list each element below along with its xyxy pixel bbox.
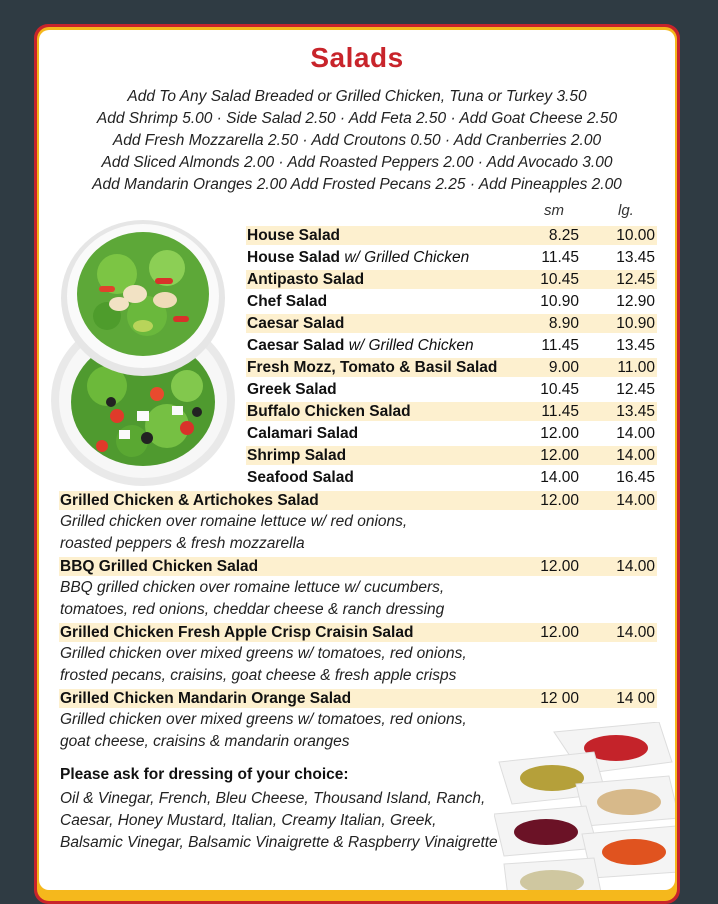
salad-row	[246, 424, 657, 443]
dressing-title: Please ask for dressing of your choice:	[60, 766, 349, 783]
salad-name-text: House Salad	[247, 249, 341, 266]
salad-row	[246, 226, 657, 245]
salad-name-text: Greek Salad	[247, 381, 337, 398]
price-lg: 11.00	[617, 359, 655, 376]
dressing-line: Balsamic Vinegar, Balsamic Vinaigrette & Raspberry Vinaigrette	[60, 834, 498, 851]
salad-row	[246, 314, 657, 333]
price-lg: 12.90	[616, 293, 655, 310]
dressing-line: Oil & Vinegar, French, Bleu Cheese, Thousand Island, Ranch,	[60, 790, 486, 807]
salad-row	[246, 292, 657, 311]
price-lg: 14 00	[616, 690, 655, 707]
salad-name-text: Chef Salad	[247, 293, 328, 310]
price-sm: 12.00	[540, 624, 579, 641]
salad-row	[246, 380, 657, 399]
salad-name-text: House Salad	[247, 227, 341, 244]
salad-name	[247, 226, 340, 245]
price-sm: 10.45	[540, 271, 579, 288]
price-lg: 16.45	[616, 469, 655, 486]
salad-name-text: Shrimp Salad	[247, 447, 347, 464]
special-row	[59, 557, 657, 576]
page-title: Salads	[310, 42, 404, 73]
price-sm: 11.45	[541, 249, 579, 266]
menu-card	[39, 30, 675, 890]
salad-row	[246, 336, 657, 355]
salad-name	[247, 402, 411, 421]
price-lg: 14.00	[616, 492, 655, 509]
price-lg: 13.45	[616, 249, 655, 266]
price-sm: 8.25	[548, 227, 579, 244]
salad-name	[247, 446, 346, 465]
salad-extra: w/ Grilled Chicken	[348, 337, 474, 354]
price-sm: 8.90	[548, 315, 579, 332]
salad-name	[247, 292, 327, 311]
salad-row	[246, 446, 657, 465]
salad-row	[246, 402, 657, 421]
price-lg: 12.45	[616, 381, 655, 398]
price-sm: 9.00	[548, 359, 579, 376]
salad-row	[246, 468, 657, 487]
salad-name-text: Seafood Salad	[247, 469, 354, 486]
addon-line: Add Shrimp 5.00 · Side Salad 2.50 · Add Feta 2.50 · Add Goat Cheese 2.50	[96, 110, 618, 127]
price-lg: 10.00	[616, 227, 655, 244]
addon-line: Add Sliced Almonds 2.00 · Add Roasted Peppers 2.00 · Add Avocado 3.00	[101, 154, 613, 171]
special-name: Grilled Chicken & Artichokes Salad	[60, 492, 319, 509]
special-description: Grilled chicken over mixed greens w/ tomatoes, red onions,	[60, 711, 467, 728]
special-row	[59, 623, 657, 642]
salad-bowls-image	[47, 216, 247, 488]
price-sm: 11.45	[541, 403, 579, 420]
price-lg: 14.00	[616, 558, 655, 575]
price-sm: 10.45	[540, 381, 579, 398]
addon-line: Add To Any Salad Breaded or Grilled Chicken, Tuna or Turkey 3.50	[127, 88, 587, 105]
price-sm: 10.90	[540, 293, 579, 310]
special-description: roasted peppers & fresh mozzarella	[60, 535, 305, 552]
price-sm: 12 00	[540, 690, 579, 707]
price-lg: 14.00	[616, 624, 655, 641]
special-row	[59, 491, 657, 510]
price-lg: 10.90	[616, 315, 655, 332]
addon-line: Add Mandarin Oranges 2.00 Add Frosted Pecans 2.25 · Add Pineapples 2.00	[92, 176, 622, 193]
salad-name	[247, 248, 469, 267]
salad-name	[247, 270, 364, 289]
salad-row	[246, 248, 657, 267]
special-description: Grilled chicken over mixed greens w/ tomatoes, red onions,	[60, 645, 467, 662]
salad-extra: w/ Grilled Chicken	[344, 249, 470, 266]
price-sm: 12.00	[540, 492, 579, 509]
column-header-lg: lg.	[618, 202, 634, 219]
salad-name	[247, 468, 354, 487]
salad-name-text: Antipasto Salad	[247, 271, 365, 288]
special-description: BBQ grilled chicken over romaine lettuce w/ cucumbers,	[60, 579, 445, 596]
special-name: BBQ Grilled Chicken Salad	[60, 558, 259, 575]
salad-name-text: Buffalo Chicken Salad	[247, 403, 411, 420]
special-name: Grilled Chicken Fresh Apple Crisp Craisin Salad	[60, 624, 414, 641]
salad-name	[247, 358, 497, 377]
salad-row	[246, 270, 657, 289]
salad-name	[247, 380, 337, 399]
salad-name-text: Caesar Salad	[247, 315, 345, 332]
addon-line: Add Fresh Mozzarella 2.50 · Add Croutons 0.50 · Add Cranberries 2.00	[112, 132, 602, 149]
price-sm: 12.00	[540, 425, 579, 442]
addons-list	[39, 86, 675, 196]
salad-row	[246, 358, 657, 377]
price-sm: 12.00	[540, 558, 579, 575]
price-lg: 12.45	[616, 271, 655, 288]
special-description: Grilled chicken over romaine lettuce w/ red onions,	[60, 513, 408, 530]
price-sm: 11.45	[541, 337, 579, 354]
price-lg: 13.45	[616, 403, 655, 420]
salad-name-text: Fresh Mozz, Tomato & Basil Salad	[247, 359, 498, 376]
price-lg: 13.45	[616, 337, 655, 354]
dressing-bowls-image	[494, 722, 675, 890]
price-sm: 14.00	[540, 469, 579, 486]
salad-name-text: Calamari Salad	[247, 425, 359, 442]
special-description: goat cheese, craisins & mandarin oranges	[60, 733, 350, 750]
salad-name-text: Caesar Salad	[247, 337, 345, 354]
dressing-line: Caesar, Honey Mustard, Italian, Creamy Italian, Greek,	[60, 812, 437, 829]
special-row	[59, 689, 657, 708]
price-lg: 14.00	[616, 425, 655, 442]
dressing-list	[60, 788, 498, 854]
special-description: frosted pecans, craisins, goat cheese & fresh apple crisps	[60, 667, 457, 684]
salad-name	[247, 336, 474, 355]
column-header-sm: sm	[544, 202, 564, 219]
special-name: Grilled Chicken Mandarin Orange Salad	[60, 690, 352, 707]
salad-name	[247, 314, 344, 333]
salad-name	[247, 424, 358, 443]
special-description: tomatoes, red onions, cheddar cheese & ranch dressing	[60, 601, 445, 618]
price-lg: 14.00	[616, 447, 655, 464]
price-sm: 12.00	[540, 447, 579, 464]
